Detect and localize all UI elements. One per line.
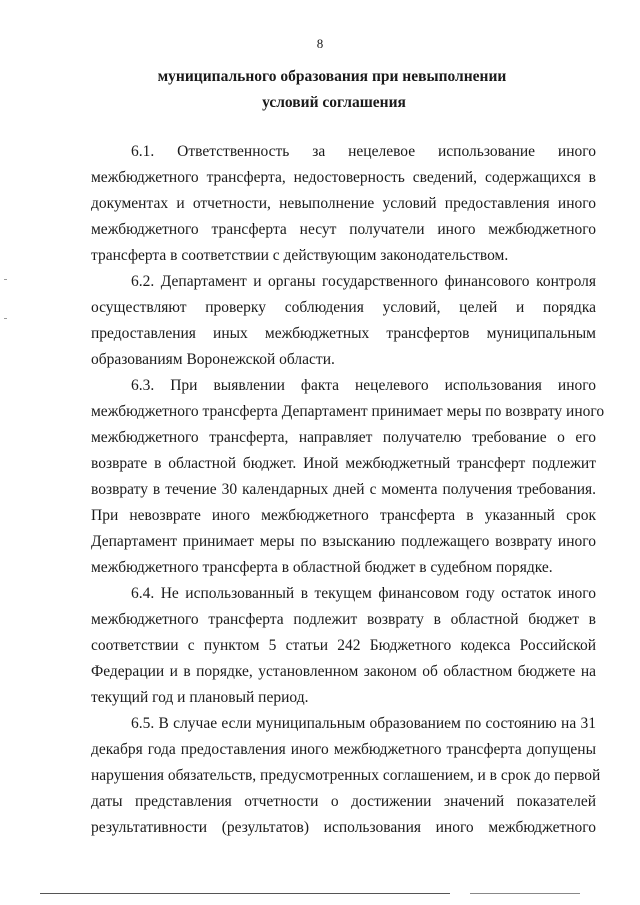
section-heading-line-2: условий соглашения [262, 94, 406, 111]
paragraph-line: текущий год и плановый период. [91, 689, 309, 706]
paragraph-line: возврату в течение 30 календарных дней с момента получения требования. [91, 481, 596, 498]
paragraph-6-4 [91, 581, 596, 711]
paragraph-line: При невозврате иного межбюджетного трансферта в указанный срок [91, 507, 596, 524]
paragraph-line: Департамент принимает меры по взысканию подлежащего возврату иного [91, 533, 596, 550]
paragraph-6-3 [91, 373, 605, 581]
section-heading-line-1: муниципального образования при невыполнении [157, 68, 507, 85]
paragraph-line: декабря года предоставления иного межбюджетного трансферта допущены [91, 741, 596, 758]
paragraph-line: образованиям Воронежской области. [91, 351, 335, 368]
paragraph-6-5 [91, 711, 601, 841]
paragraph-line: 6.3. При выявлении факта нецелевого использования иного [131, 377, 596, 394]
paragraph-line: нарушения обязательств, предусмотренных соглашением, и в срок до первой [91, 767, 601, 784]
paragraph-6-2 [91, 269, 596, 373]
paragraph-line: 6.2. Департамент и органы государственного финансового контроля [131, 273, 596, 290]
scan-mark [4, 279, 7, 280]
paragraph-line: межбюджетного трансферта подлежит возврату в областной бюджет в [91, 611, 596, 628]
paragraph-line: трансферта в соответствии с действующим законодательством. [91, 247, 509, 264]
page-number: 8 [316, 36, 324, 51]
footer-rule [470, 893, 580, 894]
paragraph-line: межбюджетного трансферта Департамент принимает меры по возврату иного [91, 403, 605, 420]
paragraph-line: даты представления отчетности о достижении значений показателей [91, 793, 596, 810]
paragraph-line: межбюджетного трансферта, недостоверность сведений, содержащихся в [91, 169, 596, 186]
scan-mark [4, 318, 7, 319]
paragraph-line: документах и отчетности, невыполнение условий предоставления иного [91, 195, 596, 212]
paragraph-line: осуществляют проверку соблюдения условий, целей и порядка [91, 299, 596, 316]
paragraph-6-1 [91, 139, 596, 269]
paragraph-line: возврате в областной бюджет. Иной межбюджетный трансферт подлежит [91, 455, 596, 472]
paragraph-line: 6.4. Не использованный в текущем финансовом году остаток иного [131, 585, 596, 602]
paragraph-line: 6.5. В случае если муниципальным образованием по состоянию на 31 [131, 715, 596, 732]
paragraph-line: результативности (результатов) использования иного межбюджетного [91, 819, 596, 836]
paragraph-line: межбюджетного трансферта в областной бюджет в судебном порядке. [91, 559, 553, 576]
paragraph-line: Федерации и в порядке, установленном законом об областном бюджете на [91, 663, 596, 680]
paragraph-line: соответствии с пунктом 5 статьи 242 Бюджетного кодекса Российской [91, 637, 596, 654]
paragraph-line: 6.1. Ответственность за нецелевое использование иного [131, 143, 596, 160]
paragraph-line: межбюджетного трансферта, направляет получателю требование о его [91, 429, 596, 446]
paragraph-line: предоставления иных межбюджетных трансфертов муниципальным [91, 325, 596, 342]
paragraph-line: межбюджетного трансферта несут получатели иного межбюджетного [91, 221, 596, 238]
footer-rule [40, 893, 450, 894]
